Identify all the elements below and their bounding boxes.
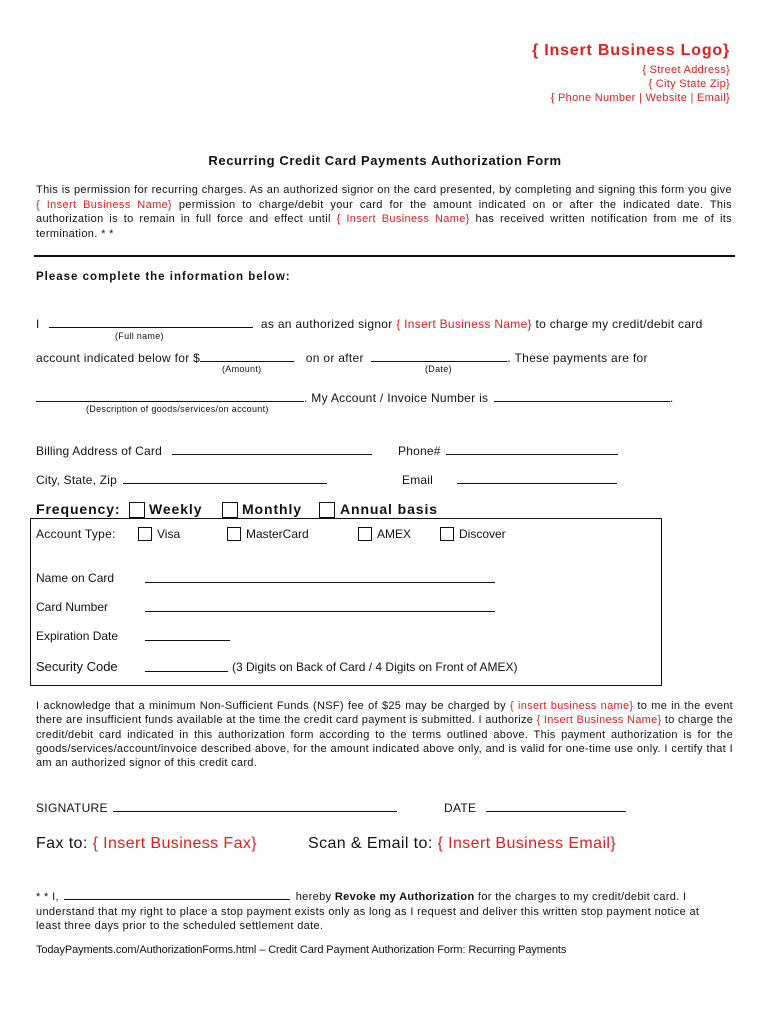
annual-checkbox[interactable] — [319, 502, 335, 518]
email-label: Email — [402, 473, 434, 487]
frequency-label: Frequency: — [36, 501, 121, 517]
intro-business-name-1: { Insert Business Name} — [36, 198, 173, 211]
description-field[interactable] — [36, 390, 304, 402]
date-field[interactable] — [371, 350, 507, 362]
intro-text-3: has received written notification from me of its termination. * * — [36, 213, 732, 240]
security-code-field[interactable] — [145, 660, 228, 672]
security-code-note: (3 Digits on Back of Card / 4 Digits on Front of AMEX) — [232, 660, 518, 674]
amount-caption: (Amount) — [222, 364, 262, 374]
scan-email-value: { Insert Business Email} — [437, 835, 617, 852]
billing-address-label: Billing Address of Card — [36, 444, 162, 458]
i-label: I — [36, 317, 40, 331]
phone-label: Phone# — [398, 444, 441, 458]
intro-text-1: This is permission for recurring charges. As an authorized signor on the card presented, by completing and signing this form you give — [36, 184, 732, 196]
signature-field[interactable] — [113, 800, 397, 812]
account-type-label: Account Type: — [36, 527, 116, 541]
annual-label: Annual basis — [340, 501, 438, 517]
weekly-label: Weekly — [149, 501, 203, 517]
account-number-field[interactable] — [494, 390, 670, 402]
ack-business-name-2: { Insert Business Name} — [536, 714, 662, 727]
phone-row — [398, 443, 618, 458]
as-signor-text: as an authorized signor — [260, 317, 393, 331]
name-on-card-field[interactable] — [145, 571, 495, 583]
billing-address-field[interactable] — [172, 443, 372, 455]
card-number-label: Card Number — [36, 600, 109, 614]
period-text: . — [669, 391, 674, 405]
revoke-prefix: * * I, — [36, 891, 59, 903]
authorization-line-2 — [36, 350, 648, 365]
contact-line: { Phone Number | Website | Email} — [550, 92, 730, 104]
date-label: DATE — [444, 801, 477, 815]
signature-label: SIGNATURE — [36, 801, 108, 815]
scan-email-label: Scan & Email to: — [308, 835, 433, 852]
revoke-authorization-bold: Revoke my Authorization — [334, 891, 475, 903]
city-state-zip-label: City, State, Zip — [36, 473, 118, 487]
expiration-field[interactable] — [145, 629, 230, 641]
email-row — [402, 472, 617, 487]
amex-label: AMEX — [377, 527, 412, 541]
full-name-field[interactable] — [49, 316, 253, 328]
on-or-after-text: on or after — [305, 351, 364, 365]
fax-value: { Insert Business Fax} — [92, 835, 258, 852]
ack-text-3: to charge the credit/debit card indicated in this authorization form according to the terms outlined above. This payment authorization is for the goods/services/account/invoice described above, for the amount indicated above only, and is valid for one-time use only. I certify that I am an authorized signor of this credit card. — [36, 714, 733, 770]
description-caption: (Description of goods/services/on account) — [86, 404, 269, 414]
expiration-label: Expiration Date — [36, 629, 119, 643]
fax-label: Fax to: — [36, 835, 88, 852]
card-number-field[interactable] — [145, 600, 495, 612]
date-row — [444, 800, 626, 815]
authorization-line-1 — [36, 316, 703, 331]
revoke-paragraph — [36, 889, 726, 934]
phone-field[interactable] — [446, 443, 618, 455]
intro-paragraph — [36, 183, 732, 241]
security-code-label: Security Code — [36, 659, 118, 674]
visa-checkbox[interactable] — [138, 527, 152, 541]
acknowledge-paragraph — [36, 699, 733, 770]
section-divider — [34, 255, 735, 257]
signature-row — [36, 800, 397, 815]
name-on-card-label: Name on Card — [36, 571, 115, 585]
scan-email-line — [308, 835, 616, 853]
monthly-label: Monthly — [242, 501, 302, 517]
ack-business-name-1: { insert business name} — [510, 700, 634, 712]
amex-checkbox[interactable] — [358, 527, 372, 541]
footer-url: TodayPayments.com/AuthorizationForms.html – Credit Card Payment Authorization Form: Recurring Payments — [36, 944, 567, 956]
revoke-text: for the charges to my credit/debit card. I understand that my right to place a stop payment exists only as long as I request and deliver this written stop payment notice at least three days prior to the scheduled settlement date. — [36, 891, 700, 933]
email-field[interactable] — [457, 472, 617, 484]
full-name-caption: (Full name) — [115, 331, 164, 341]
ack-text-2: to me in the event there are insufficient funds available at the time the credit card payment is submitted. I authorize — [36, 700, 734, 727]
business-logo-placeholder: { Insert Business Logo} — [532, 42, 730, 59]
date-caption: (Date) — [425, 364, 452, 374]
amount-field[interactable] — [200, 350, 294, 362]
account-indicated-text: account indicated below for $ — [36, 351, 201, 365]
instructions-heading: Please complete the information below: — [36, 271, 291, 283]
discover-checkbox[interactable] — [440, 527, 454, 541]
fax-line — [36, 835, 257, 853]
city-state-zip-field[interactable] — [123, 472, 327, 484]
ack-text-1: I acknowledge that a minimum Non-Sufficient Funds (NSF) fee of $25 may be charged by — [36, 700, 511, 712]
mastercard-checkbox[interactable] — [227, 527, 241, 541]
charge-card-text: to charge my credit/debit card — [535, 317, 703, 331]
street-address: { Street Address} — [642, 64, 730, 76]
city-state-zip: { City State Zip} — [648, 78, 730, 90]
mastercard-label: MasterCard — [246, 527, 309, 541]
intro-text-2: permission to charge/debit your card for the amount indicated on or after the indicated date. This authorization is to remain in full force and effect until — [36, 198, 732, 226]
revoke-name-field[interactable] — [64, 889, 290, 900]
page-title: Recurring Credit Card Payments Authorization Form — [208, 153, 562, 168]
signature-date-field[interactable] — [486, 800, 626, 812]
discover-label: Discover — [459, 527, 506, 541]
my-account-text: . My Account / Invoice Number is — [304, 391, 489, 405]
payments-for-text: . These payments are for — [507, 351, 648, 365]
city-state-zip-row — [36, 472, 327, 487]
monthly-checkbox[interactable] — [222, 502, 238, 518]
authorization-line-3 — [36, 390, 674, 405]
billing-address-row — [36, 443, 372, 458]
revoke-hereby: hereby — [295, 891, 332, 903]
intro-business-name-2: { Insert Business Name} — [336, 213, 470, 226]
weekly-checkbox[interactable] — [129, 502, 145, 518]
visa-label: Visa — [157, 527, 181, 541]
auth-business-name: { Insert Business Name} — [396, 317, 532, 331]
